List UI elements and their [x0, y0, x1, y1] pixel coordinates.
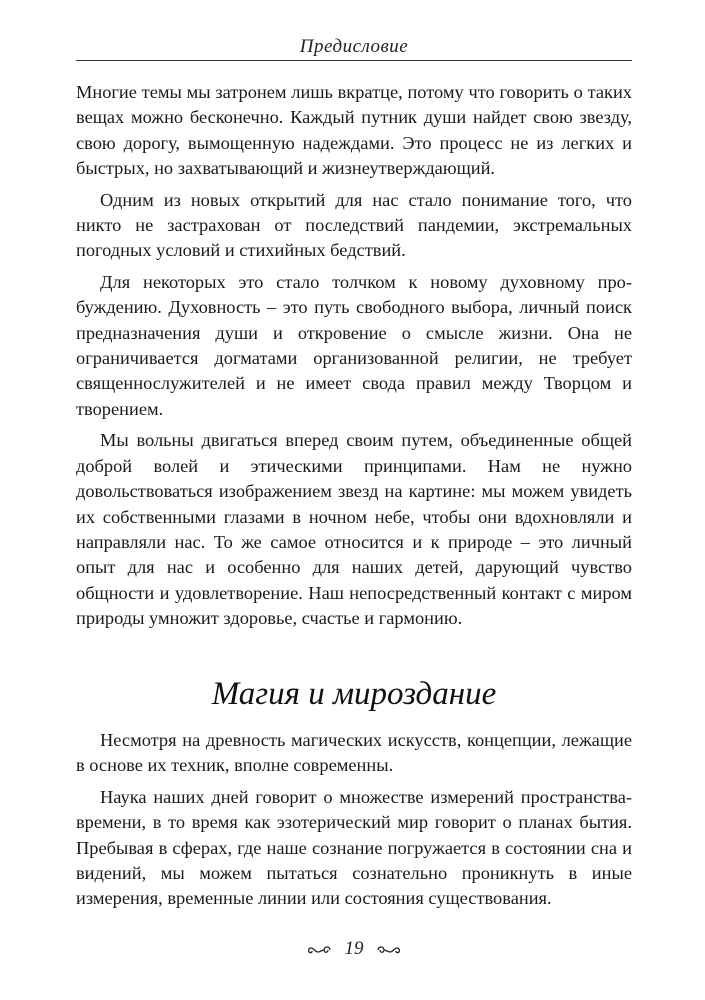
section-title: Магия и мироздание — [211, 676, 497, 712]
page-footer — [76, 938, 632, 960]
paragraph: Для некоторых это стало толчком к новому духовному пробуждению. Духовность – это путь свободного выбора, личный поиск предназначения души и откровение о смысле жизни. Она не ограничивается догматами организованной религии, не требует священнослужителей и не имеет свода правил между Творцом и творением. — [76, 271, 632, 419]
scroll-ornament-icon — [306, 943, 332, 957]
body-text — [76, 80, 632, 638]
page-number: 19 — [344, 938, 364, 959]
running-header: Предисловие — [299, 36, 409, 57]
header-divider — [76, 60, 632, 61]
paragraph: Мы вольны двигаться вперед своим путем, объединенные общей доброй волей и этическими принципами. Нам не нужно довольствоваться изображением звезд на картине: мы можем увидеть их собственными глазами в ночном небе, чтобы они вдохновляли и направляли нас. То же самое относится и к природе – это личный опыт для нас и особенно для наших детей, дарующий чувство общности и удовлетворение. Наш непосредственный контакт с миром природы умножит здоровье, счастье и гармонию. — [76, 430, 632, 629]
paragraph: Одним из новых открытий для нас стало понимание того, что никто не застрахован от последствий пандемии, экстремальных погодных условий и стихийных бедствий. — [76, 189, 632, 261]
paragraph: Наука наших дней говорит о множестве измерений пространства-времени, в то время как эзотерический мир говорит о планах бытия. Пребывая в сферах, где наше сознание погружается в состоянии сна и видений, мы можем пытаться сознательно проникнуть в иные измерения, временные линии или состояния существования. — [76, 786, 632, 909]
scroll-ornament-icon — [376, 943, 402, 957]
section-body-text — [76, 728, 632, 918]
paragraph: Многие темы мы затронем лишь вкратце, потому что говорить о таких вещах можно бесконечно. Каждый путник души найдет свою звезду, свою дорогу, вымощенную надеждами. Это процесс не из легких и быстрых, но захватывающий и жизнеутверждающий. — [76, 82, 632, 179]
paragraph: Несмотря на древность магических искусств, концепции, лежащие в основе их техник, вполне современны. — [76, 730, 632, 776]
